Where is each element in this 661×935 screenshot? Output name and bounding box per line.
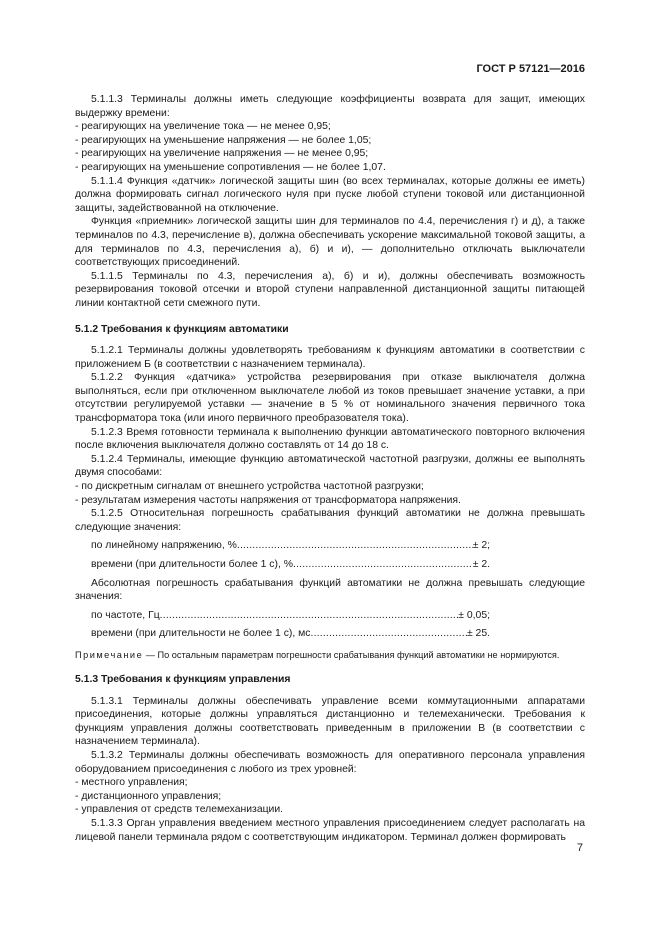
paragraph-5-1-1-3: 5.1.1.3 Терминалы должны иметь следующие коэффициенты возврата для защит, имеющих выдержку времени: <box>75 94 585 119</box>
page-content <box>75 93 585 844</box>
list-item-text: - реагирующих на увеличение напряжения — не менее 0,95; <box>75 148 369 160</box>
tolerance-line <box>91 539 490 553</box>
list-item-text: - местного управления; <box>75 777 188 789</box>
note-label: Примечание <box>75 649 144 660</box>
section-heading-5-1-3: 5.1.3 Требования к функциям управления <box>75 673 291 685</box>
section-heading-5-1-2: 5.1.2 Требования к функциям автоматики <box>75 323 289 335</box>
tolerance-label: времени (при длительности не более 1 с), мс <box>91 628 311 640</box>
paragraph-absolute-error: Абсолютная погрешность срабатывания функций автоматики не должна превышать следующие значения: <box>75 577 585 603</box>
list-item-text: - управления от средств телемеханизации. <box>75 804 284 816</box>
paragraph-5-1-3-3: 5.1.3.3 Орган управления введением местного управления присоединением следует располагать на лицевой панели терминала рядом с соответствующим индикатором. Терминал должен формировать <box>75 817 585 843</box>
tolerance-line <box>91 558 490 572</box>
list-item <box>75 480 585 494</box>
page-number: 7 <box>576 842 583 854</box>
note <box>75 649 585 661</box>
tolerance-line <box>91 627 490 641</box>
list-item <box>75 790 585 804</box>
list-item <box>75 494 585 508</box>
dot-leader <box>310 627 466 641</box>
dot-leader <box>160 609 459 623</box>
tolerance-value: ± 2; <box>472 540 490 552</box>
dot-leader <box>237 539 473 553</box>
tolerance-value: ± 0,05; <box>458 609 490 621</box>
paragraph-5-1-2-4: 5.1.2.4 Терминалы, имеющие функцию автоматической частотной разгрузки, должны ее выполнять двумя способами: <box>75 453 585 479</box>
tolerance-label: времени (при длительности более 1 с), % <box>91 559 293 570</box>
list-item <box>75 803 585 817</box>
list-item <box>75 161 585 175</box>
dot-leader <box>293 558 473 572</box>
paragraph-5-1-2-5: 5.1.2.5 Относительная погрешность срабатывания функций автоматики не должна превышать следующие значения: <box>75 508 585 533</box>
tolerance-label: по частоте, Гц <box>91 609 160 621</box>
tolerance-label: по линейному напряжению, % <box>91 540 237 552</box>
list-item-text: - дистанционного управления; <box>75 790 222 802</box>
list-item <box>75 134 585 148</box>
list-item-text: - результатам измерения частоты напряжения от трансформатора напряжения. <box>75 494 461 506</box>
tolerance-value: ± 25. <box>466 628 490 640</box>
list-item <box>75 147 585 161</box>
tolerance-value: ± 2. <box>472 559 490 570</box>
note-text: — По остальным параметрам погрешности срабатывания функций автоматики не нормируются. <box>143 649 560 660</box>
paragraph-5-1-2-2: 5.1.2.2 Функция «датчика» устройства резервирования при отказе выключателя должна выполняться, если при отключенном выключателе любой из токов превышает значение уставки, а при отсутствии регулируемой уставки — значение в 5 % от номинального значения первичного тока трансформатора тока (или иного первичного преобразователя тока). <box>75 372 585 425</box>
list-item <box>75 120 585 134</box>
paragraph-5-1-1-5: 5.1.1.5 Терминалы по 4.3, перечисления а), б) и и), должны обеспечивать возможность резервирования токовой отсечки и второй ступени направленной дистанционной защиты питающей линии контактной сети смежного пути. <box>75 270 585 309</box>
paragraph-5-1-2-1: 5.1.2.1 Терминалы должны удовлетворять требованиям к функциям автоматики в соответствии с приложением Б (в соответствии с назначением терминала). <box>75 345 585 370</box>
paragraph-5-1-3-1: 5.1.3.1 Терминалы должны обеспечивать управление всеми коммутационными аппаратами присоединения, которые должны управляться дистанционно и телемеханически. Требования к функциям управления должны соответствовать приведенным в приложении В (в соответствии с назначением терминала). <box>75 695 585 748</box>
paragraph-5-1-1-4: 5.1.1.4 Функция «датчик» логической защиты шин (во всех терминалах, которые должны ее иметь) должна формировать сигнал логического нуля при пуске любой ступени токовой или дистанционной защиты, задействованной на отключение. <box>75 175 585 214</box>
paragraph-5-1-3-2: 5.1.3.2 Терминалы должны обеспечивать возможность для оперативного персонала управления оборудованием присоединения с любого из трех уровней: <box>75 749 585 775</box>
list-item-text: - реагирующих на увеличение тока — не менее 0,95; <box>75 121 331 133</box>
list-item-text: - реагирующих на уменьшение сопротивления — не более 1,07. <box>75 161 386 173</box>
list-item-text: - реагирующих на уменьшение напряжения — не более 1,05; <box>75 134 372 146</box>
document-id: ГОСТ Р 57121—2016 <box>476 63 585 75</box>
list-item <box>75 776 585 790</box>
tolerance-line <box>91 609 490 623</box>
list-item-text: - по дискретным сигналам от внешнего устройства частотной разгрузки; <box>75 481 424 493</box>
paragraph-5-1-2-3: 5.1.2.3 Время готовности терминала к выполнению функции автоматического повторного включения после включения выключателя должно составлять от 14 до 18 с. <box>75 426 585 452</box>
paragraph-5-1-1-4-receiver: Функция «приемник» логической защиты шин для терминалов по 4.4, перечисления г) и д), а также терминалов по 4.3, перечисление в), должна обеспечивать ускорение максимальной токовой защиты, а для терминалов по 4.3, перечисления а), б) и и), — дополнительно отключать выключатели соответствующих присоединений. <box>75 216 585 269</box>
